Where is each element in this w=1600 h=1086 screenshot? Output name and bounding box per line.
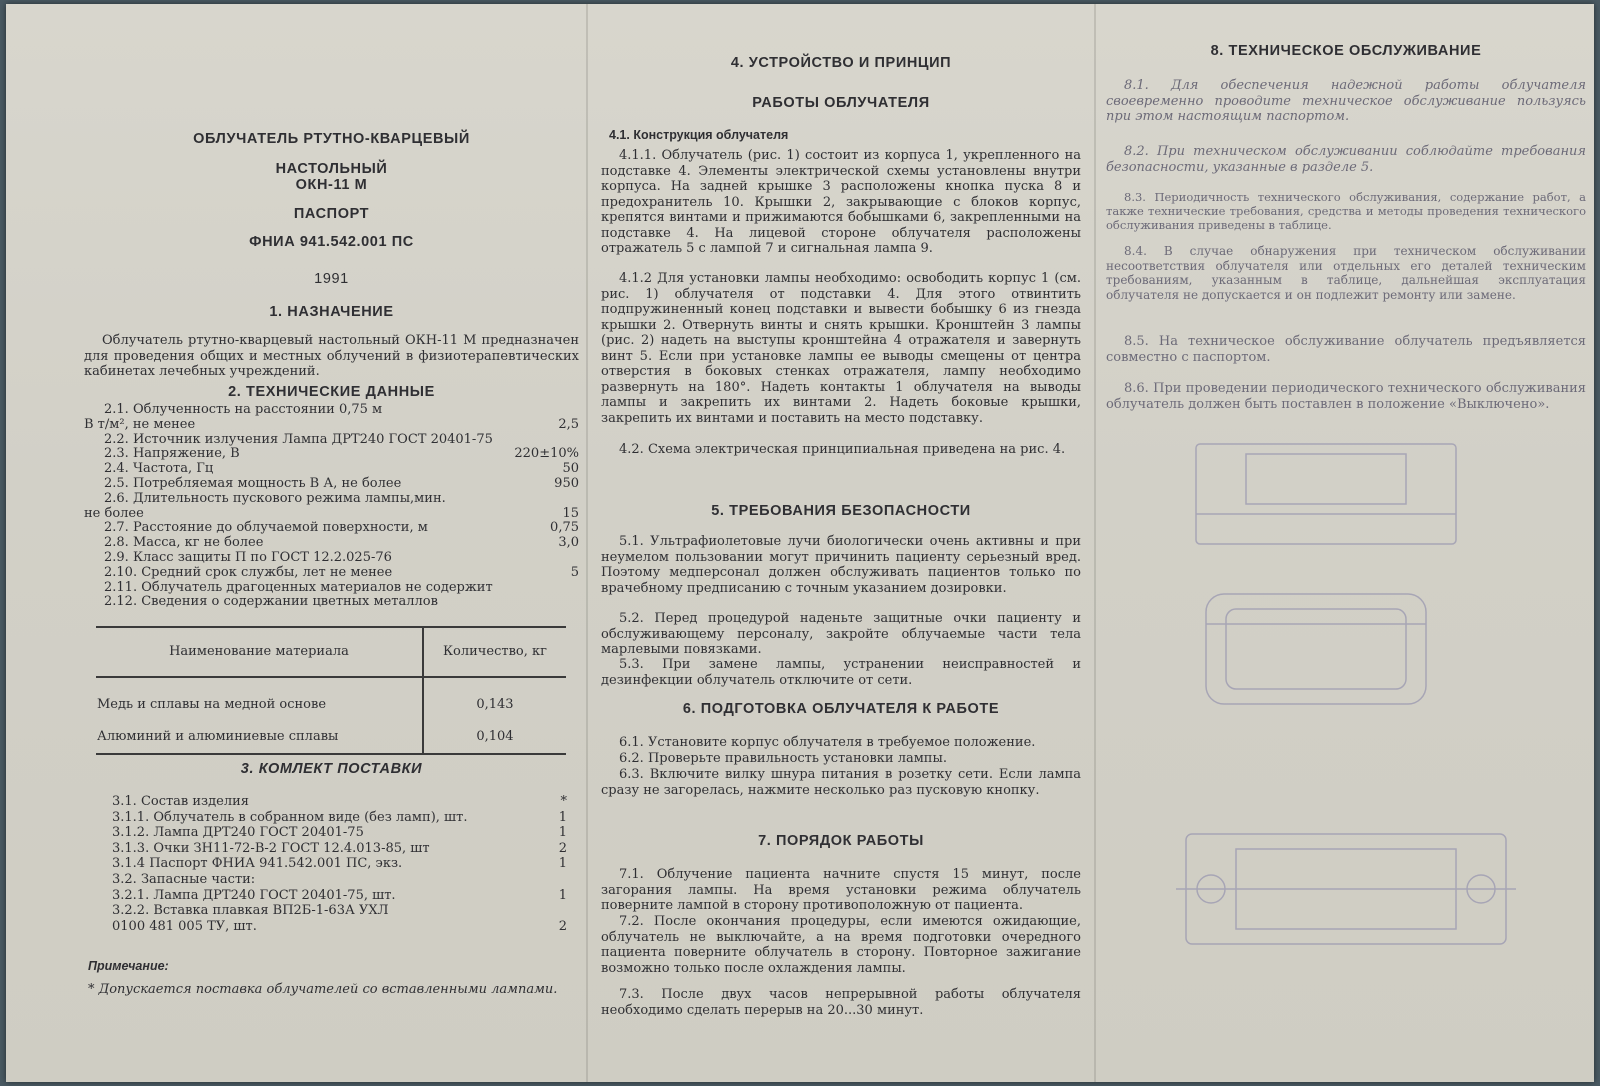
s8-para-3: 8.3. Периодичность технического обслуживания, содержание работ, а также технические требования, средства и методы проведения технического обслуживания приведены в таблице. — [1106, 190, 1586, 232]
delivery-item — [92, 841, 567, 857]
table-header-quantity: Количество, кг — [423, 627, 566, 677]
tech-data-item-label: 2.2. Источник излучения Лампа ДРТ240 ГОСТ 20401-75 — [104, 431, 493, 447]
delivery-item-label: 3.1. Состав изделия — [112, 794, 249, 809]
tech-data-item — [84, 461, 579, 477]
tech-data-item — [84, 402, 579, 418]
delivery-item-label: 3.2.2. Вставка плавкая ВП2Б-1-63А УХЛ — [112, 903, 389, 919]
delivery-item-value: 2 — [558, 840, 567, 856]
s1-text: Облучатель ртутно-кварцевый настольный ОКН-11 М предназначен для проведения общих и местных облучений в физиотерапевтических кабинетах лечебных учреждений. — [84, 333, 579, 379]
s8-para-2: 8.2. При техническом обслуживании соблюдайте требования безопасности, указанные в разделе 5. — [1106, 144, 1586, 175]
s7-para-3: 7.3. После двух часов непрерывной работы облучателя необходимо сделать перерыв на 20...30 минут. — [601, 987, 1081, 1018]
tech-data-item-label: 2.6. Длительность пускового режима лампы,мин. — [104, 490, 446, 506]
s8-para-4: 8.4. В случае обнаружения при техническом обслуживании несоответствия облучателя или отдельных его деталей техническим требованиям, указанным в таблице, дальнейшая эксплуатация облучателя не допускается и он подлежит ремонту или замене. — [1106, 244, 1586, 302]
column-2 — [601, 4, 1081, 1082]
s7-heading: 7. ПОРЯДОК РАБОТЫ — [758, 833, 924, 849]
tech-data-item-value: 15 — [562, 505, 579, 521]
tech-data-item-label: 2.8. Масса, кг не более — [104, 535, 264, 551]
doc-title-line1: ОБЛУЧАТЕЛЬ РТУТНО-КВАРЦЕВЫЙ — [193, 131, 470, 147]
s5-para-1: 5.1. Ультрафиолетовые лучи биологически очень активны и при неумелом пользовании могут причинить пациенту серьезный вред. Поэтому медперсонал должен обслуживать пациентов только по врачебному предписанию с точным указанием дозировки. — [601, 534, 1081, 596]
s5-para-3: 5.3. При замене лампы, устранении неисправностей и дезинфекции облучатель отключите от сети. — [601, 657, 1081, 688]
tech-data-item-value: 50 — [562, 461, 579, 477]
delivery-item-label: 3.1.3. Очки ЗН11-72-В-2 ГОСТ 12.4.013-85, шт — [112, 840, 430, 856]
s4-para-3: 4.2. Схема электрическая принципиальная приведена на рис. 4. — [619, 442, 1066, 457]
s2-heading: 2. ТЕХНИЧЕСКИЕ ДАННЫЕ — [228, 384, 435, 400]
delivery-item-label: 0100 481 005 ТУ, шт. — [112, 918, 257, 934]
tech-data-item-label: 2.12. Сведения о содержании цветных металлов — [104, 594, 438, 610]
delivery-item-value: 1 — [558, 856, 567, 872]
tech-data-item-label: В т/м², не менее — [84, 416, 196, 432]
tech-data-item-label: 2.3. Напряжение, В — [104, 446, 240, 462]
doc-title-line4: ПАСПОРТ — [293, 206, 370, 222]
tech-data-item — [84, 520, 579, 536]
s8-para-5: 8.5. На техническое обслуживание облучатель предъявляется совместно с паспортом. — [1106, 334, 1586, 365]
tech-data-item-label: 2.5. Потребляемая мощность В А, не более — [104, 476, 402, 491]
tech-data-item — [84, 446, 579, 462]
tech-data-item — [84, 417, 579, 433]
delivery-item — [92, 903, 567, 919]
delivery-item-value: 1 — [558, 809, 567, 825]
table-cell-quantity: 0,143 — [423, 677, 566, 721]
doc-title-line2: НАСТОЛЬНЫЙ — [275, 161, 388, 177]
s6-para-3: 6.3. Включите вилку шнура питания в розетку сети. Если лампа сразу не загорелась, нажмите несколько раз пусковую кнопку. — [601, 767, 1081, 798]
delivery-item — [92, 872, 567, 888]
s6-heading: 6. ПОДГОТОВКА ОБЛУЧАТЕЛЯ К РАБОТЕ — [682, 701, 1000, 717]
delivery-item-label: 3.2.1. Лампа ДРТ240 ГОСТ 20401-75, шт. — [112, 887, 396, 903]
drawing-top-view — [1206, 594, 1426, 704]
irradiator-drawings — [1166, 424, 1546, 1064]
tech-data-item — [84, 476, 579, 492]
s7-para-1: 7.1. Облучение пациента начните спустя 15 минут, после загорания лампы. На время установки режима облучатель поверните лампой в сторону противоположную от пациента. — [601, 867, 1081, 913]
tech-data-item — [84, 491, 579, 507]
s6-para-2: 6.2. Проверьте правильность установки лампы. — [619, 751, 947, 766]
tech-data-item-label: 2.4. Частота, Гц — [104, 461, 214, 477]
fold-line-left — [586, 4, 588, 1082]
s5-para-2: 5.2. Перед процедурой наденьте защитные очки пациенту и обслуживающему персоналу, закройте облучаемые части тела марлевыми повязками. — [601, 611, 1081, 657]
delivery-item — [92, 856, 567, 872]
column-3 — [1106, 4, 1586, 1082]
note-text: * Допускается поставка облучателей со вставленными лампами. — [88, 982, 558, 997]
tech-data-item — [84, 550, 579, 566]
tech-data-item-value: 950 — [554, 476, 579, 491]
delivery-item — [92, 810, 567, 826]
doc-title-line3: ОКН-11 М — [295, 177, 368, 193]
tech-data-item — [84, 594, 579, 610]
tech-data-item-label: 2.9. Класс защиты П по ГОСТ 12.2.025-76 — [104, 550, 392, 565]
doc-code: ФНИА 941.542.001 ПС — [249, 234, 414, 250]
s5-heading: 5. ТРЕБОВАНИЯ БЕЗОПАСНОСТИ — [711, 503, 971, 519]
tech-data-item — [84, 506, 579, 522]
delivery-item — [92, 919, 567, 935]
table-cell-material: Медь и сплавы на медной основе — [97, 697, 327, 713]
drawing-front-view — [1196, 444, 1456, 544]
delivery-item-label: 3.1.1. Облучатель в собранном виде (без ламп), шт. — [112, 809, 468, 825]
tech-data-item-value: 5 — [570, 564, 579, 580]
tech-data-item-value: 0,75 — [550, 520, 579, 536]
delivery-item — [92, 794, 567, 810]
doc-year: 1991 — [314, 271, 349, 287]
tech-data-item — [84, 565, 579, 581]
s4-para-2: 4.1.2 Для установки лампы необходимо: освободить корпус 1 (см. рис. 1) облучателя от подставки 4. Для этого отвинтить подпружиненный конец подставки и вывести бобышку 6 из гнезда крышки 2. Отвернуть винты и снять крышки. Кронштейн 3 лампы (рис. 2) надеть на выступы кронштейна 4 отражателя и завернуть винт 5. Если при установке лампы ее выводы смещены от центра отверстия в боковых стенках отражателя, лампу необходимо развернуть на 180°. Надеть контакты 1 облучателя на выводы лампы и закрепить их винтами 2. Надеть боковые крышки, закрепить их винтами и поставить на место подставку. — [601, 271, 1081, 426]
table-cell-quantity: 0,104 — [423, 721, 566, 754]
tech-data-item-value: 2,5 — [558, 416, 579, 432]
table-row — [96, 677, 566, 721]
tech-data-item-label: не более — [84, 505, 144, 521]
tech-data-item-label: 2.10. Средний срок службы, лет не менее — [104, 564, 393, 580]
delivery-item-label: 3.1.4 Паспорт ФНИА 941.542.001 ПС, экз. — [112, 856, 403, 872]
column-1 — [84, 4, 579, 1082]
s7-para-2: 7.2. После окончания процедуры, если имеются ожидающие, облучатель не выключайте, а на время подготовки очередного пациента поверните облучатель в сторону. Повторное зажигание возможно только после охлаждения лампы. — [601, 914, 1081, 976]
delivery-item-value: 1 — [558, 887, 567, 903]
tech-data-item-label: 2.11. Облучатель драгоценных материалов не содержит — [104, 579, 493, 595]
delivery-item-label: 3.2. Запасные части: — [112, 872, 256, 887]
table-row — [96, 721, 566, 754]
materials-table — [96, 626, 566, 755]
s6-para-1: 6.1. Установите корпус облучателя в требуемое положение. — [619, 735, 1036, 750]
delivery-item-value: 2 — [558, 918, 567, 934]
s8-para-1: 8.1. Для обеспечения надежной работы облучателя своевременно проводите техническое обслуживание пользуясь при этом настоящим паспортом. — [1106, 78, 1586, 124]
delivery-item-value: 1 — [558, 825, 567, 841]
table-cell-material: Алюминий и алюминиевые сплавы — [96, 721, 423, 754]
s8-heading: 8. ТЕХНИЧЕСКОЕ ОБСЛУЖИВАНИЕ — [1210, 43, 1482, 59]
tech-data-item-label: 2.1. Облученность на расстоянии 0,75 м — [104, 402, 383, 417]
delivery-item-value: * — [560, 794, 567, 809]
s4-para-1: 4.1.1. Облучатель (рис. 1) состоит из корпуса 1, укрепленного на подставке 4. Элементы электрической схемы установлены внутри корпуса. На задней крышке 3 расположены кнопка пуска 8 и предохранитель 10. Крышки 2, закрывающие с блоков корпус, крепятся винтами и прижимаются бобышками 6, закрепленными на подставке 4. На лицевой стороне облучателя расположены отражатель 5 с лампой 7 и сигнальная лампа 9. — [601, 148, 1081, 256]
tech-data-item-value: 3,0 — [558, 535, 579, 551]
tech-data-item-label: 2.7. Расстояние до облучаемой поверхности, м — [104, 520, 428, 536]
tech-data-item — [84, 535, 579, 551]
s8-para-6: 8.6. При проведении периодического технического обслуживания облучатель должен быть поставлен в положение «Выключено». — [1106, 381, 1586, 412]
table-header-material: Наименование материала — [96, 627, 423, 677]
s4-heading-line2: РАБОТЫ ОБЛУЧАТЕЛЯ — [752, 95, 930, 111]
passport-sheet — [6, 4, 1594, 1082]
s4-heading-line1: 4. УСТРОЙСТВО И ПРИНЦИП — [730, 55, 952, 71]
note-heading: Примечание: — [88, 959, 169, 973]
fold-line-right — [1094, 4, 1096, 1082]
delivery-item — [92, 825, 567, 841]
s3-heading: 3. КОМЛЕКТ ПОСТАВКИ — [240, 761, 423, 777]
tech-data-item — [84, 580, 579, 596]
drawing-lamp-outline — [1246, 454, 1406, 504]
delivery-item — [92, 888, 567, 904]
s1-heading: 1. НАЗНАЧЕНИЕ — [269, 304, 394, 320]
delivery-item-label: 3.1.2. Лампа ДРТ240 ГОСТ 20401-75 — [112, 825, 364, 841]
tech-data-item — [84, 432, 579, 448]
tech-data-item-value: 220±10% — [514, 446, 579, 462]
s4-subheading: 4.1. Конструкция облучателя — [609, 128, 789, 142]
